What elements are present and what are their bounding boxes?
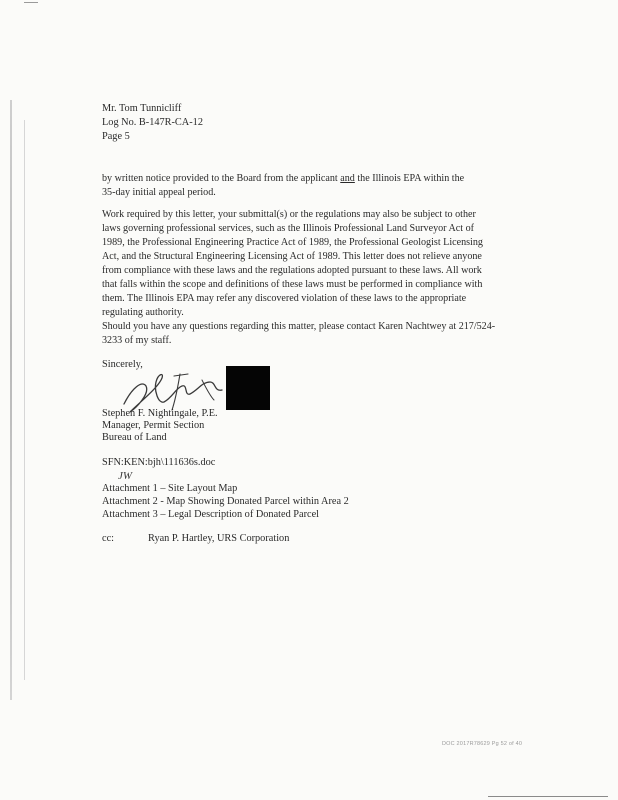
paragraph-1-line-2: 35-day initial appeal period. [102, 187, 216, 198]
paragraph-3-line: 3233 of my staff. [102, 335, 172, 346]
scan-artifact-top [24, 2, 38, 3]
attachment-item: Attachment 3 – Legal Description of Donated Parcel [102, 509, 320, 520]
document-stamp: DOC 2017R78629 Pg 52 of 40 [442, 741, 523, 747]
p1-text-post: the Illinois EPA within the [354, 173, 465, 184]
paragraph-2-line: laws governing professional services, such as the Illinois Professional Land Surveyor Act of [102, 223, 474, 234]
attachment-item: Attachment 2 - Map Showing Donated Parcel within Area 2 [102, 496, 349, 507]
page-number: Page 5 [102, 131, 130, 142]
redaction-block [226, 366, 270, 410]
signer-title: Manager, Permit Section [102, 420, 205, 431]
signer-name: Stephen F. Nightingale, P.E. [102, 408, 218, 419]
log-number: Log No. B-147R-CA-12 [102, 117, 203, 128]
cc-label: cc: [102, 533, 115, 544]
p1-text-pre: by written notice provided to the Board from the applicant [102, 173, 341, 184]
scan-binding-edge [10, 100, 12, 700]
attachment-item: Attachment 1 – Site Layout Map [102, 483, 238, 494]
scan-bottom-rule [488, 796, 608, 797]
paragraph-1-line-1 [102, 174, 464, 184]
scan-binding-edge-inner [24, 120, 25, 680]
recipient-name: Mr. Tom Tunnicliff [102, 103, 182, 114]
paragraph-2-line: regulating authority. [102, 307, 184, 318]
paragraph-3-line: Should you have any questions regarding this matter, please contact Karen Nachtwey at 217/524- [102, 321, 496, 332]
handwritten-initials: JW [118, 470, 133, 482]
file-reference: SFN:KEN:bjh\111636s.doc [102, 457, 216, 468]
paragraph-2-line: 1989, the Professional Engineering Practice Act of 1989, the Professional Geologist Licensing [102, 237, 483, 248]
signer-bureau: Bureau of Land [102, 432, 167, 443]
paragraph-2-line: them. The Illinois EPA may refer any discovered violation of these laws to the appropriate [102, 293, 467, 304]
paragraph-2-line: Work required by this letter, your submittal(s) or the regulations may also be subject to other [102, 209, 476, 220]
paragraph-2-line: that falls within the scope and definitions of these laws must be performed in compliance with [102, 279, 483, 290]
paragraph-2-line: from compliance with these laws and the regulations adopted pursuant to these laws. All work [102, 265, 482, 276]
cc-recipient: Ryan P. Hartley, URS Corporation [148, 533, 290, 544]
p1-underlined-and: and [340, 173, 355, 184]
paragraph-2-line: Act, and the Structural Engineering Licensing Act of 1989. This letter does not relieve anyone [102, 251, 482, 262]
salutation: Sincerely, [102, 359, 143, 370]
